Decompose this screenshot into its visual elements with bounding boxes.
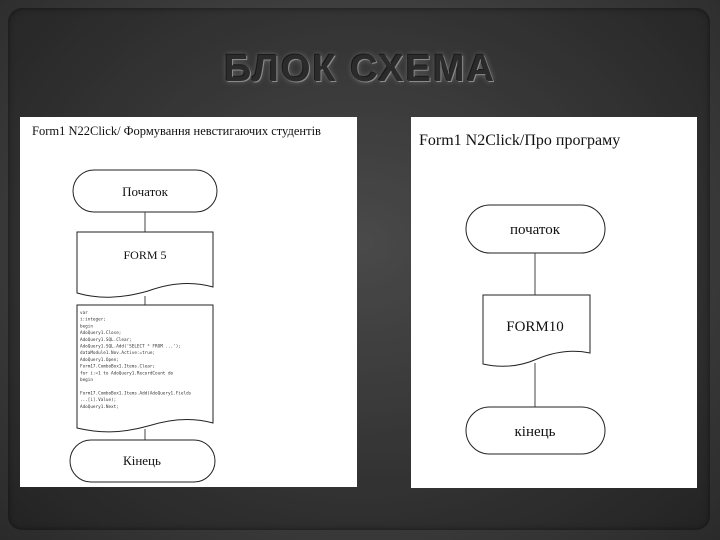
form-label: FORM 5 xyxy=(123,248,167,262)
code-line: ...[i].Value); xyxy=(80,398,117,404)
code-line: AdoQuery1.Open; xyxy=(80,357,119,363)
code-line: for i:=1 to AdoQuery1.RecordCount do xyxy=(80,371,174,377)
form-label: FORM10 xyxy=(506,319,564,335)
start-label: Початок xyxy=(122,184,168,199)
slide-title: БЛОК СХЕМА xyxy=(223,48,497,90)
code-line: AdoQuery1.SQL.Add('SELECT * FROM ...'); xyxy=(80,344,181,350)
left-flowchart xyxy=(20,117,357,487)
code-line: Form17.ComboBox1.Items.Add(AdoQuery1.Fields xyxy=(80,391,192,397)
code-line: AdoQuery1.Next; xyxy=(80,404,119,410)
start-label: початок xyxy=(509,222,561,238)
end-label: Кінець xyxy=(123,453,161,468)
code-line: begin xyxy=(80,324,93,330)
left-flowchart-panel xyxy=(20,117,357,487)
left-flowchart-title: Form1 N22Click/ Формування невстигаючих студентів xyxy=(32,124,321,138)
code-line: var xyxy=(80,311,88,316)
code-line: begin xyxy=(80,378,93,383)
right-flowchart-title: Form1 N2Click/Про програму xyxy=(419,132,621,149)
form-document-shape xyxy=(77,232,213,297)
right-flowchart xyxy=(411,117,697,488)
right-flowchart-panel xyxy=(411,117,697,488)
code-line: Form17.ComboBox1.Items.Clear; xyxy=(80,364,156,370)
end-label: кінець xyxy=(514,424,556,440)
code-line: AdoQuery1.SQL.Clear; xyxy=(80,337,132,343)
code-line: i:integer; xyxy=(80,317,106,323)
code-line: dataModule1.Nov.Active:=true; xyxy=(80,351,156,357)
code-line: AdoQuery1.Close; xyxy=(80,331,122,337)
